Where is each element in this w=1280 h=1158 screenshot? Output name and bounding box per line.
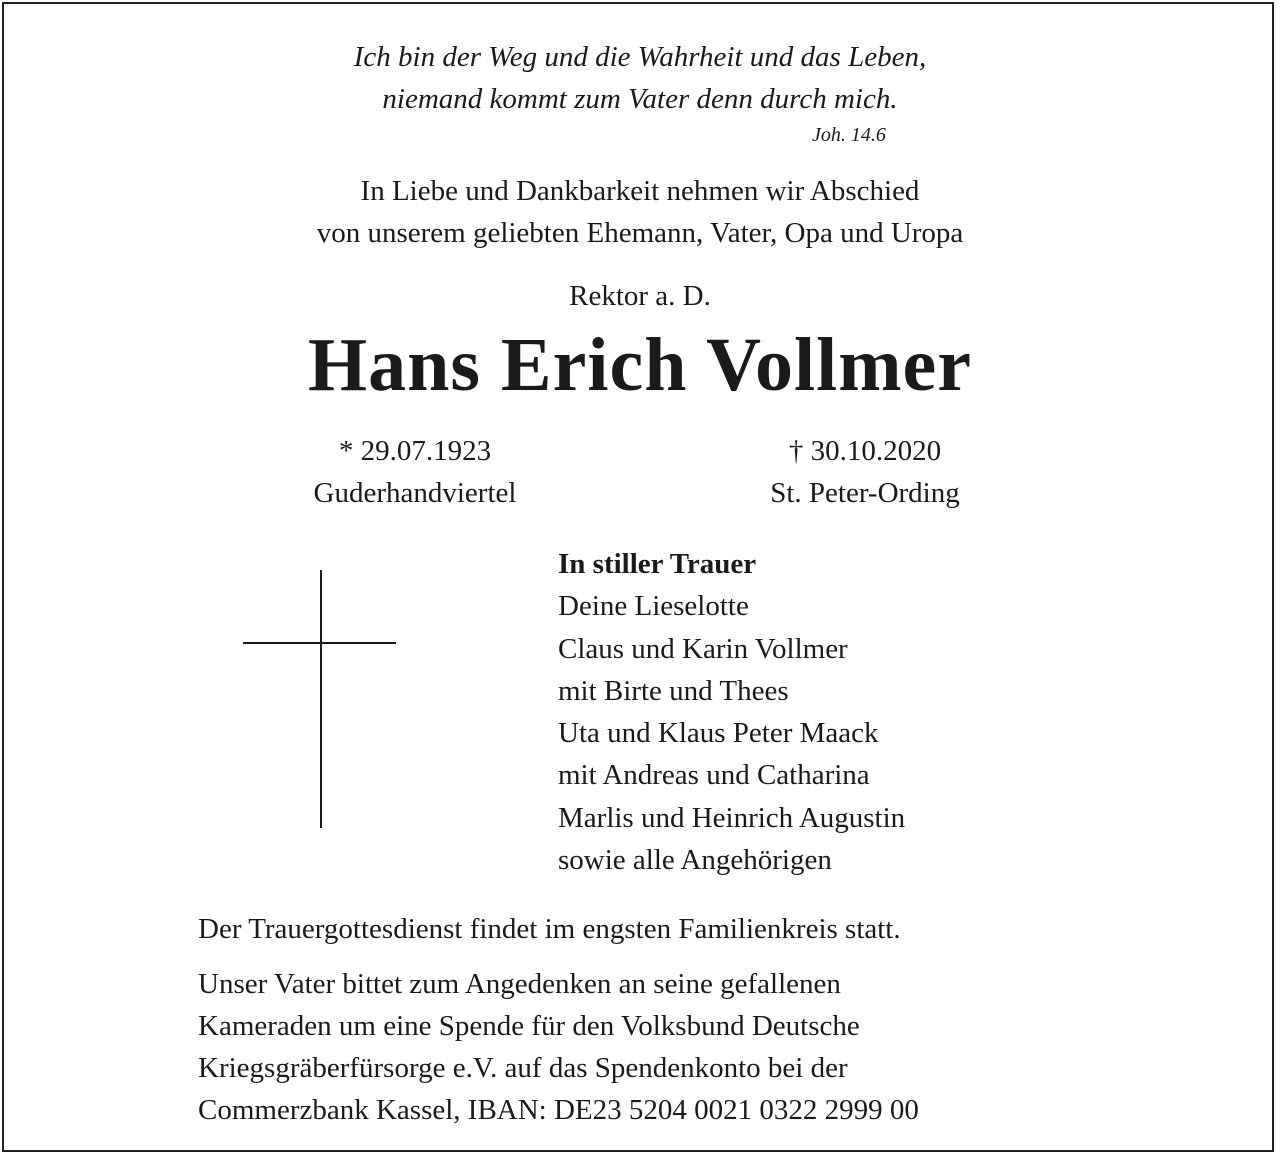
cross-horizontal-bar — [243, 642, 396, 644]
donation-line: Kameraden um eine Spende für den Volksbund Deutsche — [198, 1010, 860, 1042]
verse-line-2: niemand kommt zum Vater denn durch mich. — [382, 83, 898, 115]
birth-info — [240, 430, 590, 514]
death-info — [690, 430, 1040, 514]
intro-line-2: von unserem geliebten Ehemann, Vater, Opa und Uropa — [316, 217, 964, 249]
birth-place: Guderhandviertel — [313, 477, 517, 509]
mourner-name: Deine Lieselotte — [558, 590, 749, 623]
intro-line-1: In Liebe und Dankbarkeit nehmen wir Abschied — [360, 175, 920, 207]
bible-verse — [0, 36, 1280, 120]
deceased-name: Hans Erich Vollmer — [307, 323, 973, 407]
deceased-title: Rektor a. D. — [569, 280, 711, 312]
mourner-name: sowie alle Angehörigen — [558, 844, 832, 877]
verse-line-1: Ich bin der Weg und die Wahrheit und das Leben, — [353, 41, 927, 73]
mourners-lead: In stiller Trauer — [558, 548, 757, 580]
donation-request — [198, 963, 919, 1131]
donation-line: Commerzbank Kassel, IBAN: DE23 5204 0021 0322 2999 00 — [198, 1094, 919, 1126]
mourner-name: mit Andreas und Catharina — [558, 759, 870, 792]
service-note: Der Trauergottesdienst findet im engsten Familienkreis statt. — [198, 913, 901, 945]
death-date: † 30.10.2020 — [788, 435, 942, 467]
mourner-name: Uta und Klaus Peter Maack — [558, 717, 879, 750]
birth-date: * 29.07.1923 — [338, 435, 492, 467]
death-place: St. Peter-Ording — [770, 477, 960, 509]
verse-reference: Joh. 14.6 — [812, 124, 886, 146]
intro-text — [0, 170, 1280, 254]
mourner-name: Claus und Karin Vollmer — [558, 632, 848, 665]
donation-line: Unser Vater bittet zum Angedenken an seine gefallenen — [198, 968, 841, 1000]
mourner-name: mit Birte und Thees — [558, 674, 789, 707]
donation-line: Kriegsgräberfürsorge e.V. auf das Spendenkonto bei der — [198, 1052, 848, 1084]
cross-vertical-bar — [320, 570, 322, 828]
mourners-list — [558, 543, 905, 881]
mourner-name: Marlis und Heinrich Augustin — [558, 801, 906, 834]
